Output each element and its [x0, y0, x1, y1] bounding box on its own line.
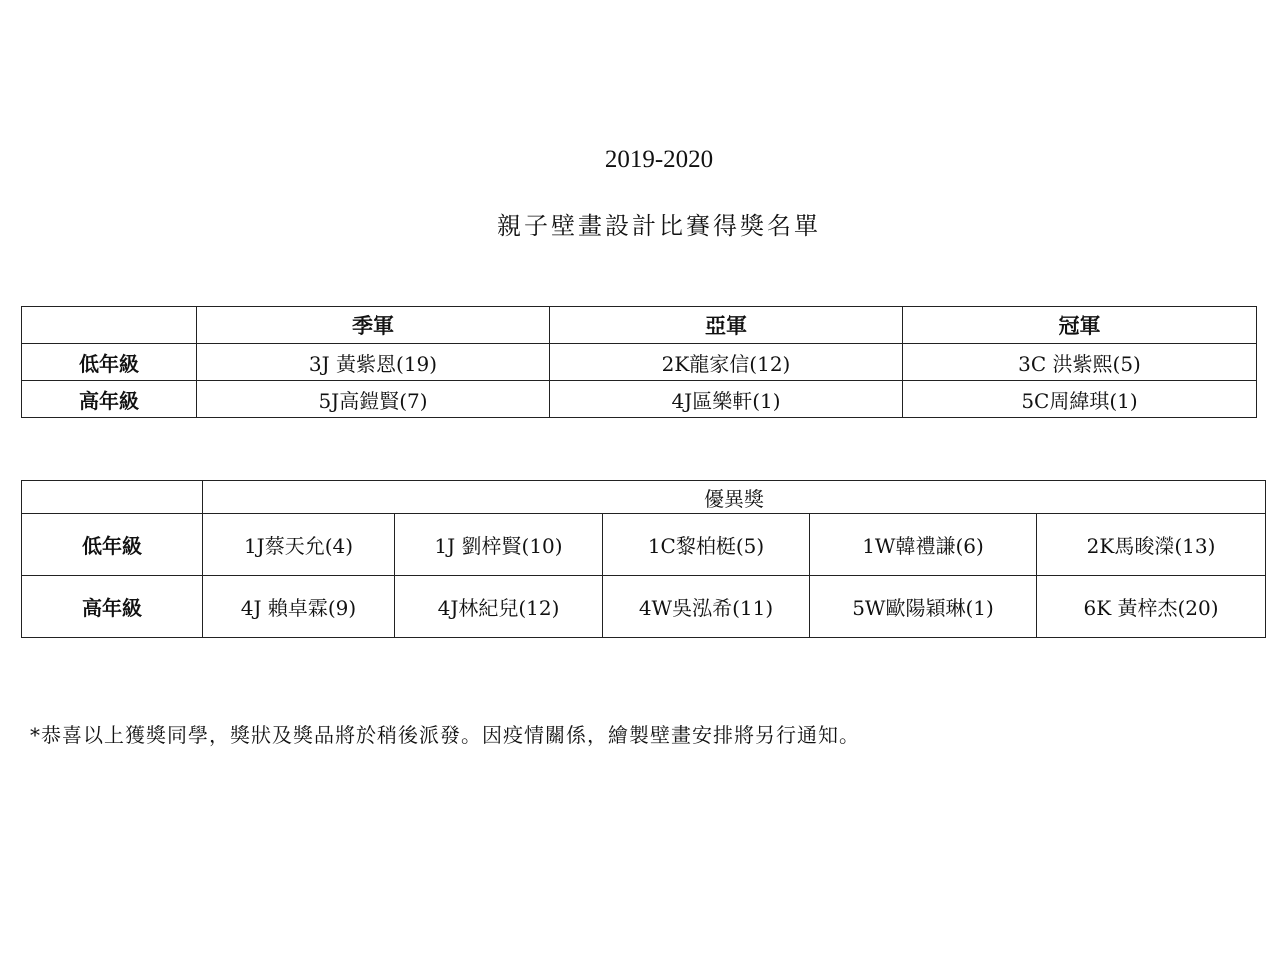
award-cell: 1J蔡天允(4) [203, 514, 395, 576]
merit-awards-header-row [22, 481, 1266, 514]
document-year: 2019-2020 [604, 146, 714, 173]
document-title: 親子壁畫設計比賽得獎名單 [497, 212, 821, 240]
row-label-junior: 低年級 [22, 344, 197, 381]
merit-awards-table [21, 480, 1266, 638]
table-row [22, 381, 1257, 418]
table-row [22, 576, 1266, 638]
award-cell: 4W吳泓希(11) [603, 576, 810, 638]
award-cell: 2K馬晙濚(13) [1037, 514, 1266, 576]
award-cell: 5W歐陽穎琳(1) [810, 576, 1037, 638]
table-row [22, 514, 1266, 576]
award-cell: 6K 黃梓杰(20) [1037, 576, 1266, 638]
row-label-senior: 高年級 [22, 576, 203, 638]
header-first-place: 冠軍 [903, 307, 1257, 344]
award-cell: 1C黎柏梃(5) [603, 514, 810, 576]
award-cell: 1W韓禮謙(6) [810, 514, 1037, 576]
award-cell: 2K龍家信(12) [550, 344, 903, 381]
award-cell: 4J林紀兒(12) [395, 576, 603, 638]
main-awards-header-row [22, 307, 1257, 344]
table-row [22, 344, 1257, 381]
row-label-junior: 低年級 [22, 514, 203, 576]
award-cell: 1J 劉梓賢(10) [395, 514, 603, 576]
row-label-senior: 高年級 [22, 381, 197, 418]
award-cell: 5J高鎧賢(7) [197, 381, 550, 418]
award-cell: 3C 洪紫熙(5) [903, 344, 1257, 381]
award-cell: 5C周緯琪(1) [903, 381, 1257, 418]
award-cell: 3J 黃紫恩(19) [197, 344, 550, 381]
main-awards-corner-cell [22, 307, 197, 344]
award-cell: 4J區樂軒(1) [550, 381, 903, 418]
header-third-place: 季軍 [197, 307, 550, 344]
footnote: *恭喜以上獲獎同學，獎狀及獎品將於稍後派發。因疫情關係，繪製壁畫安排將另行通知。 [30, 723, 860, 747]
header-second-place: 亞軍 [550, 307, 903, 344]
header-merit-award: 優異獎 [203, 481, 1266, 514]
merit-awards-corner-cell [22, 481, 203, 514]
main-awards-table [21, 306, 1257, 418]
award-cell: 4J 賴卓霖(9) [203, 576, 395, 638]
